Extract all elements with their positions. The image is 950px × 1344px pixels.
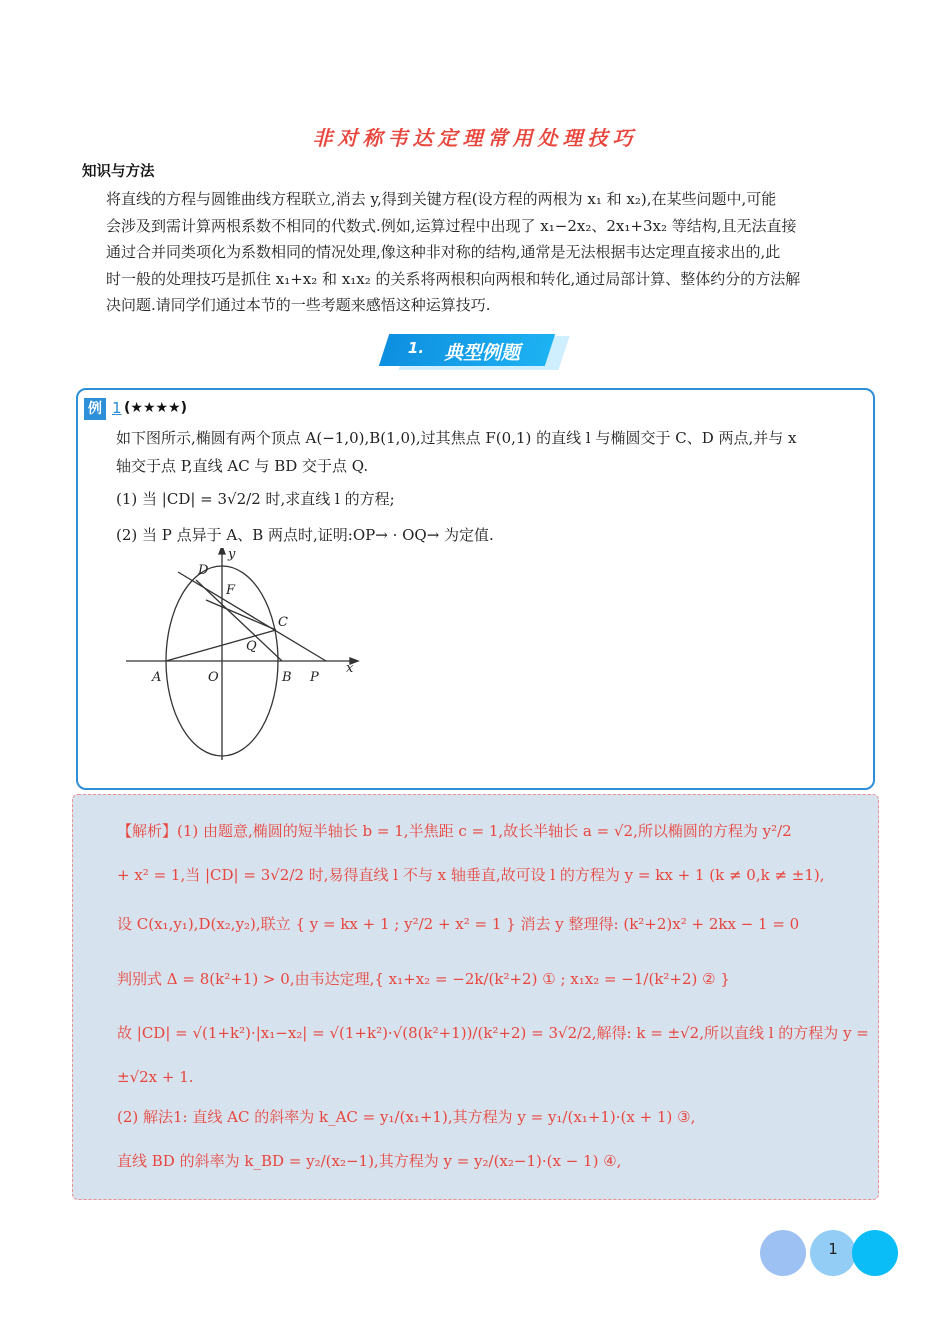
label-o: O [208,670,219,685]
label-f: F [226,583,236,598]
line-ac [166,630,276,661]
example-number: 1 [112,399,122,417]
example-box [76,388,875,790]
page-number: 1 [828,1240,838,1258]
label-d: D [198,563,209,578]
section-banner [384,334,570,370]
example-line: 轴交于点 P,直线 AC 与 BD 交于点 Q. [116,457,369,475]
intro-paragraph [106,186,874,319]
intro-line: 会涉及到需计算两根系数不相同的代数式.例如,运算过程中出现了 x₁−2x₂、2x₁+3x₂ 等结构,且无法直接 [106,216,797,235]
label-p: P [310,670,319,685]
label-q: Q [246,639,257,654]
line-fc [206,600,276,630]
solution-line: 设 C(x₁,y₁),D(x₂,y₂),联立 { y = kx + 1 ; y²/2 + x² = 1 } 消去 y 整理得: (k²+2)x² + 2kx − 1 = 0 [117,915,800,933]
solution-line: 故 |CD| = √(1+k²)·|x₁−x₂| = √(1+k²)·√(8(k²+1))/(k²+2) = 3√2/2,解得: k = ±√2,所以直线 l 的方程为 y = [117,1024,869,1042]
banner-number: 1. [407,339,425,357]
page-indicator [760,1228,900,1278]
solution-line: 【解析】(1) 由题意,椭圆的短半轴长 b = 1,半焦距 c = 1,故长半轴长 a = √2,所以椭圆的方程为 y²/2 [117,822,792,840]
intro-line: 时一般的处理技巧是抓住 x₁+x₂ 和 x₁x₂ 的关系将两根积向两根和转化,通过局部计算、整体约分的方法解 [106,269,801,288]
label-x: x [346,661,354,676]
label-a: A [152,670,162,685]
solution-text [117,809,872,1183]
example-line: (1) 当 |CD| = 3√2/2 时,求直线 l 的方程; [116,490,395,508]
page-title: 非对称韦达定理常用处理技巧 [312,126,638,150]
intro-line: 将直线的方程与圆锥曲线方程联立,消去 y,得到关键方程(设方程的两根为 x₁ 和 x₂),在某些问题中,可能 [106,190,777,208]
y-axis-arrow-icon [219,548,225,554]
intro-line: 决问题.请同学们通过本节的一些考题来感悟这种运算技巧. [106,296,491,314]
solution-line: + x² = 1,当 |CD| = 3√2/2 时,易得直线 l 不与 x 轴垂直,故可设 l 的方程为 y = kx + 1 (k ≠ 0,k ≠ ±1), [117,866,825,884]
ellipse-figure [122,548,372,764]
section-heading: 知识与方法 [82,164,155,180]
page-circle-left [760,1230,806,1276]
example-tag: 例 [84,398,106,420]
label-c: C [278,615,288,630]
solution-line: 直线 BD 的斜率为 k_BD = y₂/(x₂−1),其方程为 y = y₂/(x₂−1)·(x − 1) ④, [117,1152,622,1170]
page-circle-right [852,1230,898,1276]
difficulty-stars: (★★★★) [124,400,187,416]
example-line: 如下图所示,椭圆有两个顶点 A(−1,0),B(1,0),过其焦点 F(0,1) 的直线 l 与椭圆交于 C、D 两点,并与 x [116,429,797,447]
intro-line: 通过合并同类项化为系数相同的情况处理,像这种非对称的结构,通常是无法根据韦达定理直接求出的,此 [106,243,781,261]
example-text [116,424,868,552]
solution-line: 判别式 Δ = 8(k²+1) > 0,由韦达定理,{ x₁+x₂ = −2k/(k²+2) ① ; x₁x₂ = −1/(k²+2) ② } [117,970,730,988]
banner-label: 典型例题 [444,342,521,364]
label-y: y [228,548,236,562]
solution-line: ±√2x + 1. [117,1068,194,1086]
solution-line: (2) 解法1: 直线 AC 的斜率为 k_AC = y₁/(x₁+1),其方程为 y = y₁/(x₁+1)·(x + 1) ③, [117,1108,696,1126]
solution-box [72,794,879,1200]
label-b: B [282,670,292,685]
example-line: (2) 当 P 点异于 A、B 两点时,证明:OP→ · OQ→ 为定值. [116,526,494,544]
